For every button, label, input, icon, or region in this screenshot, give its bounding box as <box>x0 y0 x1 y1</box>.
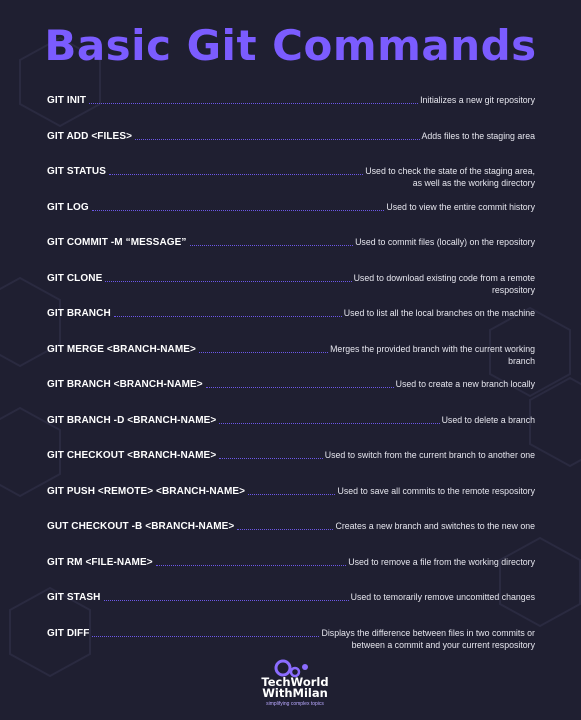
command-name: GIT MERGE <BRANCH-NAME> <box>47 343 196 355</box>
dotted-leader <box>219 414 439 424</box>
command-description: Used to temorarily remove uncomitted changes <box>350 592 535 602</box>
command-row <box>47 130 535 166</box>
command-description: Used to check the state of the staging area, as well as the working directory <box>365 166 535 188</box>
command-row <box>47 378 535 414</box>
command-name: GIT COMMIT -M “MESSAGE” <box>47 237 187 248</box>
command-name: GUT CHECKOUT -B <BRANCH-NAME> <box>47 521 235 532</box>
command-description: Adds files to the staging area <box>421 130 535 141</box>
dotted-leader <box>135 130 420 140</box>
command-name: GIT BRANCH <BRANCH-NAME> <box>47 379 203 390</box>
command-description: Used to remove a file from the working directory <box>348 556 535 567</box>
command-description: Used to delete a branch <box>441 414 535 425</box>
command-description: Merges the provided branch with the current working branch <box>330 343 535 366</box>
command-row <box>47 201 535 237</box>
command-row <box>47 165 535 201</box>
command-row <box>47 307 535 343</box>
logo-line-1: TechWorld <box>261 675 329 689</box>
command-row <box>47 627 535 663</box>
command-description: Used to list all the local branches on the machine <box>343 308 535 318</box>
command-name: GIT CLONE <box>47 272 103 284</box>
command-row <box>47 236 535 272</box>
command-row <box>47 591 535 627</box>
command-description: Used to create a new branch locally <box>395 379 535 389</box>
command-list <box>47 94 535 662</box>
command-name: GIT PUSH <REMOTE> <BRANCH-NAME> <box>47 485 246 497</box>
command-description: Used to save all commits to the remote respository <box>337 485 535 496</box>
command-name: GIT BRANCH <box>47 308 111 319</box>
command-description: Used to commit files (locally) on the repository <box>355 237 535 247</box>
logo-wordmark <box>250 677 340 699</box>
command-description: Creates a new branch and switches to the new one <box>335 521 535 531</box>
command-name: GIT STATUS <box>47 166 106 177</box>
command-name: GIT LOG <box>47 201 89 213</box>
dotted-leader <box>237 520 333 530</box>
command-row <box>47 343 535 379</box>
command-description: Used to view the entire commit history <box>386 201 535 212</box>
command-row <box>47 94 535 130</box>
command-row <box>47 272 535 308</box>
logo-tagline: simplifying complex topics <box>266 701 324 707</box>
command-name: GIT STASH <box>47 592 101 603</box>
command-name: GIT DIFF <box>47 627 90 639</box>
command-name: GIT RM <FILE-NAME> <box>47 556 153 568</box>
logo-line-2: WithMilan <box>262 686 328 700</box>
command-row <box>47 449 535 485</box>
dotted-leader <box>105 272 351 282</box>
dotted-leader <box>199 343 328 353</box>
dotted-leader <box>92 627 319 637</box>
dotted-leader <box>156 556 347 566</box>
command-name: GIT CHECKOUT <BRANCH-NAME> <box>47 450 217 461</box>
dotted-leader <box>89 94 418 104</box>
logo <box>250 658 340 714</box>
dotted-leader <box>109 165 363 175</box>
command-name: GIT ADD <FILES> <box>47 130 133 142</box>
command-row <box>47 556 535 592</box>
dotted-leader <box>114 307 342 317</box>
dotted-leader <box>219 449 322 459</box>
dotted-leader <box>248 485 335 495</box>
dotted-leader <box>190 236 354 246</box>
page-title: Basic Git Commands <box>44 21 537 70</box>
command-name: GIT BRANCH -D <BRANCH-NAME> <box>47 414 217 426</box>
dotted-leader <box>104 591 349 601</box>
command-description: Used to switch from the current branch to another one <box>324 450 535 460</box>
dotted-leader <box>206 378 394 388</box>
command-description: Displays the difference between files in two commits or between a commit and your current respository <box>321 627 535 650</box>
command-row <box>47 485 535 521</box>
dotted-leader <box>92 201 385 211</box>
command-row <box>47 414 535 450</box>
command-row <box>47 520 535 556</box>
command-description: Initializes a new git repository <box>420 95 535 105</box>
command-description: Used to download existing code from a remote respository <box>353 272 535 295</box>
command-name: GIT INIT <box>47 95 87 106</box>
